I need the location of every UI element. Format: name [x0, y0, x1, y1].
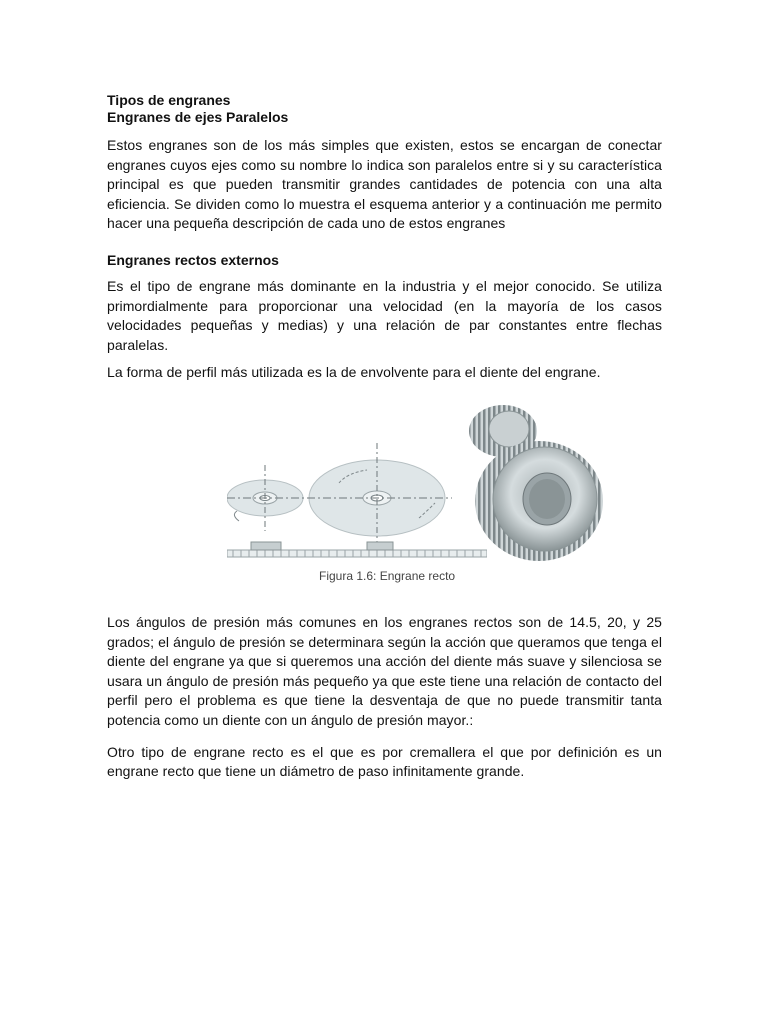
- figure-caption: Figura 1.6: Engrane recto: [319, 568, 456, 583]
- document-title: Tipos de engranes: [107, 92, 231, 108]
- paragraph-parallel-gears: Estos engranes son de los más simples que existen, estos se encargan de conectar engranes cuyos ejes como su nombre lo indica son paralelos entre si y su característica principal es que pueden transmitir grandes cantidades de potencia con una alta eficiencia. Se dividen como lo muestra el esquema anterior y a continuación me permito hacer una pequeña descripción de cada uno de estos engranes: [107, 137, 662, 232]
- paragraph-rack-gear: Otro tipo de engrane recto es el que es por cremallera el que por definición es un engrane recto que tiene un diámetro de paso infinitamente grande.: [107, 743, 662, 780]
- paragraph-pressure-angles: Los ángulos de presión más comunes en los engranes rectos son de 14.5, 20, y 25 grados; el ángulo de presión se determinara según la acción que queramos que tenga el diente del engrane ya que si queremos una acción del diente más suave y silenciosa se usara un ángulo de presión más pequeño ya que este tiene una relación de contacto del perfil pero el problema es que tiene la desventaja de que no puede transmitir tanta potencia como un diente con un ángulo de presión mayor.:: [107, 613, 662, 728]
- section-heading-parallel-gears: Engranes de ejes Paralelos: [107, 109, 289, 125]
- 3d-gears-illustration: [463, 403, 603, 563]
- spur-gear-diagram: [227, 423, 487, 563]
- spur-gear-figure: [107, 383, 662, 613]
- paragraph-spur-gears-intro: Es el tipo de engrane más dominante en la industria y el mejor conocido. Se utiliza primordialmente para proporcionar una velocidad (en la mayoría de los casos velocidades pequeñas y medias) y una relación de par constantes entre flechas paralelas.: [107, 277, 662, 353]
- document-content: [107, 92, 662, 782]
- section-heading-spur-gears: Engranes rectos externos: [107, 251, 279, 268]
- paragraph-involute-profile: La forma de perfil más utilizada es la de envolvente para el diente del engrane.: [107, 364, 601, 381]
